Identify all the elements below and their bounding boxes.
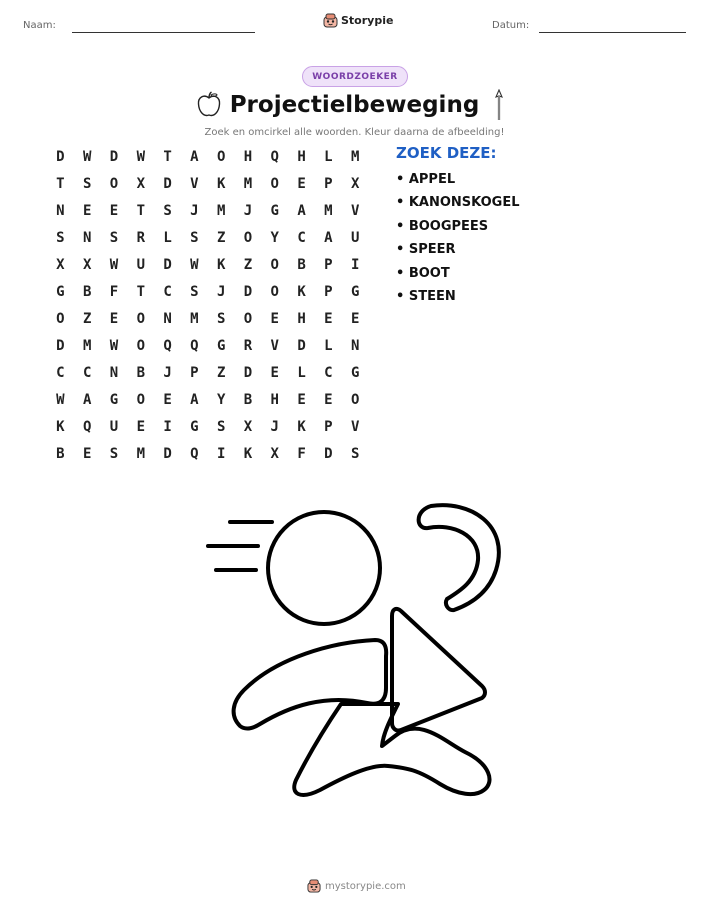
grid-cell[interactable]: Q [82, 419, 92, 435]
grid-cell[interactable]: O [350, 392, 360, 408]
grid-cell[interactable]: W [56, 392, 65, 408]
grid-cell[interactable]: D [243, 284, 253, 300]
grid-cell[interactable]: W [109, 257, 119, 273]
word-list-item: • APPEL [396, 172, 456, 187]
grid-cell[interactable]: O [136, 392, 145, 408]
leg-shape [294, 704, 489, 795]
grid-cell[interactable]: O [270, 176, 279, 192]
grid-cell[interactable]: H [297, 149, 306, 165]
grid-cell[interactable]: G [216, 338, 226, 354]
grid-cell[interactable]: W [82, 149, 92, 165]
grid-cell[interactable]: W [109, 338, 119, 354]
grid-cell[interactable]: Q [190, 338, 199, 354]
grid-cell[interactable]: D [163, 257, 172, 273]
arm-curve [419, 505, 499, 610]
grid-cell[interactable]: E [163, 392, 172, 408]
grid-cell[interactable]: T [136, 284, 145, 300]
grid-cell[interactable]: F [297, 446, 306, 462]
date-label: Datum: [492, 20, 530, 31]
page-title: Projectielbeweging [229, 92, 480, 118]
grid-cell[interactable]: E [82, 446, 92, 462]
spear-icon [492, 89, 506, 121]
grid-cell[interactable]: E [270, 311, 279, 327]
word-list-item: • BOOT [396, 265, 450, 281]
grid-row [47, 256, 369, 283]
grid-cell[interactable]: J [190, 203, 199, 219]
grid-cell[interactable]: A [297, 203, 306, 219]
grid-cell[interactable]: L [163, 230, 172, 246]
grid-cell[interactable]: A [190, 149, 199, 165]
grid-cell[interactable]: P [324, 257, 333, 273]
grid-cell[interactable]: B [136, 365, 145, 381]
projectile-motion-illustration [196, 490, 506, 810]
grid-cell[interactable]: D [243, 365, 253, 381]
name-label: Naam: [23, 20, 56, 31]
grid-cell[interactable]: P [324, 176, 333, 192]
grid-cell[interactable]: C [324, 365, 333, 381]
grid-row [47, 310, 369, 337]
grid-cell[interactable]: G [190, 419, 199, 435]
grid-cell[interactable]: B [243, 392, 253, 408]
grid-cell[interactable]: R [243, 338, 253, 354]
grid-cell[interactable]: D [324, 446, 333, 462]
grid-row [47, 283, 369, 310]
word-list-item: • SPEER [396, 242, 456, 258]
grid-cell[interactable]: X [350, 176, 360, 192]
category-badge: WOORDZOEKER [302, 66, 408, 87]
grid-cell[interactable]: O [56, 311, 65, 327]
grid-cell[interactable]: N [56, 203, 65, 219]
grid-row [47, 418, 369, 445]
grid-cell[interactable]: V [190, 176, 199, 192]
grid-cell[interactable]: E [350, 311, 360, 327]
grid-cell[interactable]: L [297, 365, 306, 381]
grid-row [47, 229, 369, 256]
grid-cell[interactable]: E [136, 419, 145, 435]
grid-cell[interactable]: B [56, 446, 65, 462]
grid-cell[interactable]: E [297, 392, 306, 408]
grid-cell[interactable]: M [324, 203, 333, 219]
grid-cell[interactable]: O [109, 176, 119, 192]
grid-cell[interactable]: M [243, 176, 253, 192]
grid-cell[interactable]: K [216, 176, 226, 192]
grid-cell[interactable]: P [324, 419, 333, 435]
grid-cell[interactable]: X [82, 257, 92, 273]
grid-cell[interactable]: T [56, 176, 65, 192]
grid-cell[interactable]: T [136, 203, 145, 219]
grid-cell[interactable]: D [109, 149, 119, 165]
word-list-item: • KANONSKOGEL [396, 195, 520, 211]
grid-cell[interactable]: G [56, 284, 65, 300]
grid-cell[interactable]: Y [270, 230, 279, 246]
grid-cell[interactable]: Z [82, 311, 92, 327]
grid-cell[interactable]: M [190, 311, 199, 327]
grid-cell[interactable]: U [109, 419, 119, 435]
grid-cell[interactable]: V [350, 419, 360, 435]
grid-cell[interactable]: T [163, 149, 172, 165]
grid-cell[interactable]: N [350, 338, 360, 354]
grid-cell[interactable]: Y [216, 392, 226, 408]
grid-cell[interactable]: S [109, 446, 119, 462]
grid-cell[interactable]: I [350, 257, 360, 273]
grid-cell[interactable]: J [216, 284, 226, 300]
grid-cell[interactable]: M [350, 149, 360, 165]
grid-cell[interactable]: F [109, 284, 119, 300]
grid-cell[interactable]: E [297, 176, 306, 192]
word-list-heading: ZOEK DEZE: [396, 144, 497, 162]
grid-cell[interactable]: O [270, 284, 279, 300]
grid-cell[interactable]: O [136, 338, 145, 354]
grid-cell[interactable]: M [136, 446, 145, 462]
grid-cell[interactable]: U [136, 257, 145, 273]
grid-row [47, 445, 369, 472]
grid-cell[interactable]: N [163, 311, 172, 327]
grid-cell[interactable]: E [324, 392, 333, 408]
grid-cell[interactable]: H [270, 392, 279, 408]
grid-cell[interactable]: P [190, 365, 199, 381]
grid-cell[interactable]: D [163, 176, 172, 192]
grid-cell[interactable]: Z [216, 230, 226, 246]
grid-cell[interactable]: A [190, 392, 199, 408]
grid-cell[interactable]: E [109, 203, 119, 219]
grid-cell[interactable]: K [297, 284, 306, 300]
name-line [72, 32, 255, 33]
grid-cell[interactable]: A [324, 230, 333, 246]
storypie-mascot-icon [323, 13, 338, 28]
grid-cell[interactable]: E [109, 311, 119, 327]
grid-cell[interactable]: Q [190, 446, 199, 462]
grid-cell[interactable]: N [82, 230, 92, 246]
grid-cell[interactable]: B [297, 257, 306, 273]
word-search-grid[interactable] [47, 148, 369, 472]
grid-cell[interactable]: R [136, 230, 145, 246]
grid-cell[interactable]: C [82, 365, 92, 381]
grid-row [47, 148, 369, 175]
grid-row [47, 391, 369, 418]
grid-cell[interactable]: S [190, 230, 199, 246]
word-list [396, 172, 520, 312]
grid-cell[interactable]: P [324, 284, 333, 300]
grid-cell[interactable]: X [270, 446, 279, 462]
grid-cell[interactable]: S [82, 176, 92, 192]
grid-row [47, 202, 369, 229]
header-bar [0, 0, 709, 50]
grid-cell[interactable]: J [163, 365, 172, 381]
grid-cell[interactable]: E [270, 365, 279, 381]
grid-cell[interactable]: G [109, 392, 119, 408]
ball [268, 512, 380, 624]
grid-cell[interactable]: G [270, 203, 279, 219]
grid-cell[interactable]: I [216, 446, 226, 462]
grid-cell[interactable]: E [324, 311, 333, 327]
grid-cell[interactable]: Z [243, 257, 253, 273]
grid-cell[interactable]: M [216, 203, 226, 219]
grid-cell[interactable]: S [216, 419, 226, 435]
grid-cell[interactable]: C [297, 230, 306, 246]
grid-cell[interactable]: W [136, 149, 145, 165]
grid-cell[interactable]: X [56, 257, 65, 273]
grid-cell[interactable]: O [243, 230, 253, 246]
grid-row [47, 364, 369, 391]
torso-shape [234, 640, 387, 728]
grid-cell[interactable]: V [350, 203, 360, 219]
triangle-shape [392, 609, 485, 731]
grid-cell[interactable]: D [297, 338, 306, 354]
grid-cell[interactable]: L [324, 149, 333, 165]
grid-cell[interactable]: W [190, 257, 199, 273]
grid-cell[interactable]: J [270, 419, 279, 435]
grid-cell[interactable]: S [56, 230, 65, 246]
grid-cell[interactable]: N [109, 365, 119, 381]
grid-cell[interactable]: K [243, 446, 253, 462]
grid-cell[interactable]: C [56, 365, 65, 381]
grid-cell[interactable]: B [82, 284, 92, 300]
grid-cell[interactable]: E [82, 203, 92, 219]
grid-cell[interactable]: V [270, 338, 279, 354]
grid-row [47, 337, 369, 364]
grid-cell[interactable]: J [243, 203, 253, 219]
grid-cell[interactable]: O [136, 311, 145, 327]
date-line [539, 32, 686, 33]
grid-cell[interactable]: O [216, 149, 226, 165]
grid-cell[interactable]: S [216, 311, 226, 327]
grid-cell[interactable]: X [136, 176, 145, 192]
grid-cell[interactable]: G [350, 365, 360, 381]
footer [307, 879, 406, 893]
grid-cell[interactable]: X [243, 419, 253, 435]
grid-cell[interactable]: S [163, 203, 172, 219]
grid-cell[interactable]: K [297, 419, 306, 435]
grid-cell[interactable]: S [190, 284, 199, 300]
footer-url: mystorypie.com [325, 880, 406, 892]
grid-cell[interactable]: O [270, 257, 279, 273]
grid-row [47, 175, 369, 202]
word-list-item: • BOOGPEES [396, 218, 489, 234]
grid-cell[interactable]: S [350, 446, 360, 462]
grid-cell[interactable]: Z [216, 365, 226, 381]
grid-cell[interactable]: H [243, 149, 253, 165]
grid-cell[interactable]: O [243, 311, 253, 327]
brand-logo [323, 13, 393, 28]
grid-cell[interactable]: D [56, 149, 65, 165]
storypie-mascot-icon [307, 879, 321, 893]
grid-cell[interactable]: H [297, 311, 306, 327]
instructions: Zoek en omcirkel alle woorden. Kleur daarna de afbeelding! [204, 127, 505, 138]
grid-cell[interactable]: U [350, 230, 360, 246]
grid-cell[interactable]: D [163, 446, 172, 462]
grid-cell[interactable]: I [163, 419, 172, 435]
word-list-item: • STEEN [396, 288, 456, 304]
grid-cell[interactable]: G [350, 284, 360, 300]
brand-name: Storypie [341, 14, 394, 27]
grid-cell[interactable]: L [324, 338, 333, 354]
grid-cell[interactable]: M [82, 338, 92, 354]
grid-cell[interactable]: D [56, 338, 65, 354]
grid-cell[interactable]: K [56, 419, 65, 435]
grid-cell[interactable]: K [216, 257, 226, 273]
grid-cell[interactable]: S [109, 230, 119, 246]
grid-cell[interactable]: C [163, 284, 172, 300]
grid-cell[interactable]: Q [163, 338, 172, 354]
grid-cell[interactable]: A [82, 392, 92, 408]
grid-cell[interactable]: Q [270, 149, 279, 165]
